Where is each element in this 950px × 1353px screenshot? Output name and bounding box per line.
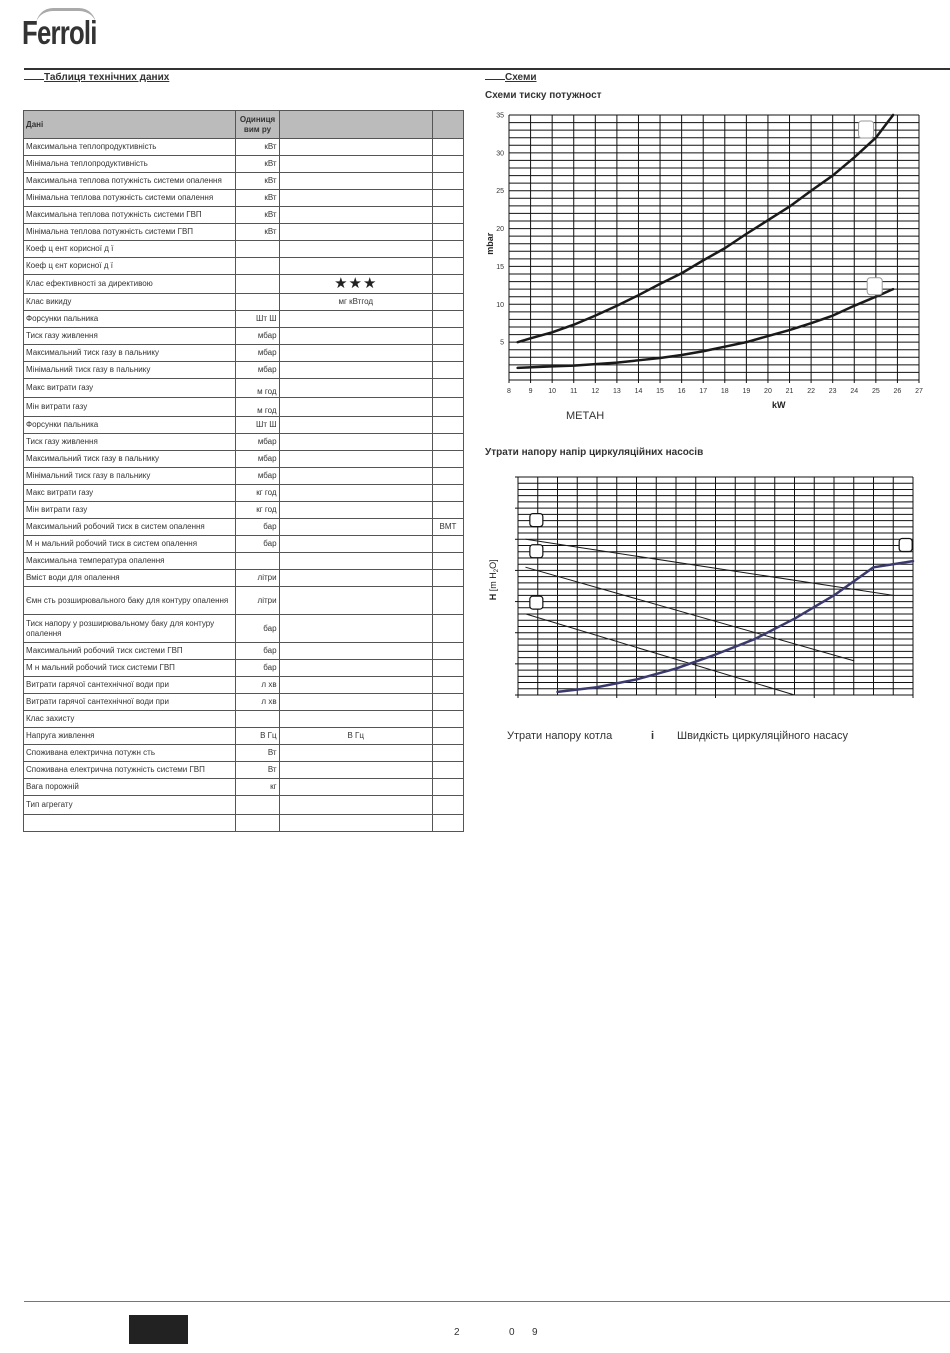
y-axis-label: mbar [485, 232, 495, 255]
table-row [24, 345, 464, 362]
table-row [24, 139, 464, 156]
x-tick-label: 8 [507, 388, 511, 395]
row-value [279, 779, 432, 796]
row-label: Мін витрати газу [24, 502, 236, 519]
row-unit [236, 294, 279, 311]
row-label: М н мальний робочий тиск в систем опалення [24, 536, 236, 553]
row-extra [432, 190, 463, 207]
row-extra [432, 241, 463, 258]
row-label: М н мальний робочий тиск системи ГВП [24, 660, 236, 677]
row-label: Витрати гарячої сантехнічної води при [24, 677, 236, 694]
row-extra [432, 711, 463, 728]
row-label [24, 815, 236, 832]
y-tick-label: 35 [496, 112, 504, 120]
x-tick-label: 17 [699, 388, 708, 395]
row-unit: кВт [236, 190, 279, 207]
row-value [279, 694, 432, 711]
series-line-pump-speed-3 [526, 539, 893, 595]
row-extra [432, 328, 463, 345]
header-value [279, 111, 432, 139]
row-value [279, 258, 432, 275]
row-value [279, 468, 432, 485]
row-extra [432, 553, 463, 570]
row-value [279, 311, 432, 328]
table-row [24, 643, 464, 660]
row-unit: м год [236, 379, 279, 398]
row-label: Тиск напору у розширювальному баку для контуру опалення [24, 615, 236, 643]
row-value [279, 553, 432, 570]
row-extra [432, 207, 463, 224]
row-label: Мінімальна теплопродуктивність [24, 156, 236, 173]
x-tick-label: 14 [634, 388, 643, 395]
row-label: Мінімальний тиск газу в пальнику [24, 468, 236, 485]
row-extra [432, 362, 463, 379]
row-label: Форсунки пальника [24, 311, 236, 328]
x-tick-label: 10 [548, 388, 557, 395]
table-row [24, 258, 464, 275]
ferroli-logo [22, 8, 117, 53]
row-value [279, 502, 432, 519]
row-extra [432, 417, 463, 434]
row-value [279, 139, 432, 156]
x-tick-label: 22 [807, 388, 816, 395]
row-unit: кВт [236, 139, 279, 156]
row-unit: мбар [236, 328, 279, 345]
boiler-loss-label-box [899, 539, 912, 552]
row-unit: літри [236, 570, 279, 587]
page-char-1: 2 [454, 1327, 460, 1338]
row-extra [432, 796, 463, 815]
row-extra [432, 434, 463, 451]
table-row [24, 745, 464, 762]
pump-head-chart [484, 470, 934, 710]
row-value [279, 615, 432, 643]
table-row [24, 553, 464, 570]
row-value [279, 362, 432, 379]
x-tick-label: 24 [850, 388, 859, 395]
table-row [24, 485, 464, 502]
row-label: Клас викиду [24, 294, 236, 311]
row-unit: кВт [236, 156, 279, 173]
row-unit: мбар [236, 434, 279, 451]
row-extra [432, 398, 463, 417]
row-label: Максимальна теплова потужність системи опалення [24, 173, 236, 190]
table-row [24, 728, 464, 745]
table-row [24, 519, 464, 536]
header-unit: Одиниця вим ру [236, 111, 279, 139]
row-unit [236, 258, 279, 275]
row-value [279, 660, 432, 677]
row-unit: м год [236, 398, 279, 417]
row-label: Максимальна теплопродуктивність [24, 139, 236, 156]
row-extra [432, 815, 463, 832]
row-label: Вміст води для опалення [24, 570, 236, 587]
row-unit: кг год [236, 502, 279, 519]
speed-label-box [530, 545, 543, 558]
row-label: Напруга живлення [24, 728, 236, 745]
row-value [279, 190, 432, 207]
row-unit: кг год [236, 485, 279, 502]
row-unit: бар [236, 536, 279, 553]
table-row [24, 536, 464, 553]
row-extra [432, 587, 463, 615]
row-unit: бар [236, 615, 279, 643]
chart1-title: Схеми тиску потужност [485, 90, 602, 101]
row-label: Клас захисту [24, 711, 236, 728]
row-unit: мбар [236, 468, 279, 485]
legend-separator: і [651, 730, 655, 742]
x-tick-label: 27 [915, 388, 923, 395]
schemes-title: Схеми [485, 72, 537, 83]
row-value: ★★★ [279, 275, 432, 294]
row-extra [432, 694, 463, 711]
row-extra [432, 502, 463, 519]
table-row [24, 328, 464, 345]
row-unit: кВт [236, 224, 279, 241]
row-label: Форсунки пальника [24, 417, 236, 434]
table-row [24, 615, 464, 643]
row-unit: мбар [236, 345, 279, 362]
row-unit: кг [236, 779, 279, 796]
table-row [24, 587, 464, 615]
row-unit: л хв [236, 677, 279, 694]
row-label: Максимальна теплова потужність системи ГВП [24, 207, 236, 224]
legend-pump-speed: Швидкість циркуляційного насасу [677, 730, 849, 742]
row-label: Максимальний робочий тиск в систем опалення [24, 519, 236, 536]
row-extra [432, 311, 463, 328]
row-label: Тиск газу живлення [24, 434, 236, 451]
row-value [279, 207, 432, 224]
row-extra [432, 468, 463, 485]
row-extra [432, 745, 463, 762]
row-extra [432, 275, 463, 294]
row-value [279, 519, 432, 536]
curve-label-box [859, 121, 874, 138]
top-divider [24, 68, 950, 70]
row-value [279, 485, 432, 502]
row-unit: л хв [236, 694, 279, 711]
row-unit [236, 553, 279, 570]
x-tick-label: 23 [828, 388, 837, 395]
x-tick-label: 11 [570, 388, 578, 395]
table-row [24, 173, 464, 190]
row-label: Мінімальна теплова потужність системи ГВП [24, 224, 236, 241]
y-tick-label: 30 [496, 150, 504, 158]
row-extra [432, 762, 463, 779]
row-label: Максимальний тиск газу в пальнику [24, 451, 236, 468]
curve-label-box [867, 278, 882, 295]
row-value [279, 345, 432, 362]
pressure-power-chart [484, 110, 934, 425]
row-extra [432, 258, 463, 275]
row-extra [432, 173, 463, 190]
row-label: Споживана електрична потужність системи ГВП [24, 762, 236, 779]
x-tick-label: 25 [871, 388, 880, 395]
table-row [24, 311, 464, 328]
row-unit: літри [236, 587, 279, 615]
row-unit: бар [236, 660, 279, 677]
row-unit: мбар [236, 451, 279, 468]
brand-name: Ferroli [22, 14, 97, 51]
row-extra [432, 485, 463, 502]
x-tick-label: 13 [612, 388, 621, 395]
speed-label-box [530, 514, 543, 527]
x-tick-label: 26 [893, 388, 902, 395]
row-value [279, 711, 432, 728]
x-tick-label: 19 [742, 388, 751, 395]
row-unit [236, 796, 279, 815]
row-unit: бар [236, 643, 279, 660]
row-value [279, 417, 432, 434]
row-unit [236, 711, 279, 728]
table-row [24, 815, 464, 832]
row-label: Коеф ц єнт корисної д ї [24, 258, 236, 275]
table-row [24, 502, 464, 519]
table-row [24, 224, 464, 241]
row-unit: Вт [236, 745, 279, 762]
row-extra [432, 615, 463, 643]
row-value [279, 224, 432, 241]
row-label: Максимальна температура опалення [24, 553, 236, 570]
table-row [24, 156, 464, 173]
row-unit: кВт [236, 207, 279, 224]
speed-label-box [530, 596, 543, 609]
table-row [24, 362, 464, 379]
x-tick-label: 16 [677, 388, 686, 395]
row-unit: бар [236, 519, 279, 536]
row-extra [432, 660, 463, 677]
chart1-caption: МЕТАН [566, 410, 605, 422]
row-extra [432, 294, 463, 311]
page-char-3: 9 [532, 1327, 538, 1338]
row-unit: кВт [236, 173, 279, 190]
row-label: Мінімальний тиск газу в пальнику [24, 362, 236, 379]
table-row [24, 275, 464, 294]
row-label: Мінімальна теплова потужність системи опалення [24, 190, 236, 207]
row-value [279, 156, 432, 173]
row-extra [432, 677, 463, 694]
table-row [24, 207, 464, 224]
row-extra [432, 224, 463, 241]
table-row [24, 294, 464, 311]
table-row [24, 762, 464, 779]
row-value: В Гц [279, 728, 432, 745]
y-tick-label: 25 [496, 188, 504, 196]
x-tick-label: 9 [528, 388, 533, 395]
table-row [24, 379, 464, 398]
row-label: Мін витрати газу [24, 398, 236, 417]
table-header-row [24, 111, 464, 139]
row-label: Макс витрати газу [24, 379, 236, 398]
row-label: Коеф ц ент корисної д ї [24, 241, 236, 258]
x-tick-label: 12 [591, 388, 600, 395]
row-extra [432, 728, 463, 745]
row-value [279, 398, 432, 417]
row-label: Максимальний тиск газу в пальнику [24, 345, 236, 362]
row-label: Ємн сть розширювального баку для контуру опалення [24, 587, 236, 615]
table-row [24, 779, 464, 796]
table-row [24, 677, 464, 694]
row-extra [432, 643, 463, 660]
table-row [24, 796, 464, 815]
row-value [279, 587, 432, 615]
row-extra [432, 139, 463, 156]
x-tick-label: 20 [764, 388, 772, 395]
row-extra: ВМТ [432, 519, 463, 536]
bottom-divider [24, 1301, 950, 1302]
table-row [24, 570, 464, 587]
row-value [279, 451, 432, 468]
table-row [24, 660, 464, 677]
row-extra [432, 345, 463, 362]
row-label: Максимальний робочий тиск системи ГВП [24, 643, 236, 660]
x-tick-label: 15 [656, 388, 664, 395]
row-value [279, 815, 432, 832]
row-unit: Вт [236, 762, 279, 779]
header-data: Дані [24, 111, 236, 139]
row-label: Витрати гарячої сантехнічної води при [24, 694, 236, 711]
row-unit: Шт Ш [236, 311, 279, 328]
tech-data-table [23, 110, 464, 832]
x-axis-label: kW [771, 400, 786, 410]
row-value: мг кВтгод [279, 294, 432, 311]
row-extra [432, 379, 463, 398]
table-row [24, 417, 464, 434]
row-unit [236, 815, 279, 832]
row-label: Макс витрати газу [24, 485, 236, 502]
row-label: Тип агрегату [24, 796, 236, 815]
row-label: Тиск газу живлення [24, 328, 236, 345]
table-row [24, 694, 464, 711]
row-extra [432, 451, 463, 468]
row-value [279, 643, 432, 660]
row-unit: мбар [236, 362, 279, 379]
table-row [24, 711, 464, 728]
y-axis-label: H [m $H_2O$] [488, 559, 500, 601]
row-label: Споживана електрична потужн сть [24, 745, 236, 762]
row-extra [432, 779, 463, 796]
page-char-2: 0 [509, 1327, 515, 1338]
tech-data-title: Таблиця технічних даних [24, 72, 169, 83]
table-row [24, 434, 464, 451]
y-tick-label: 20 [496, 226, 504, 234]
x-tick-label: 21 [785, 388, 794, 395]
row-value [279, 173, 432, 190]
table-row [24, 241, 464, 258]
row-value [279, 762, 432, 779]
y-tick-label: 5 [500, 339, 504, 347]
row-extra [432, 570, 463, 587]
table-row [24, 451, 464, 468]
table-row [24, 398, 464, 417]
row-value [279, 570, 432, 587]
row-value [279, 796, 432, 815]
row-extra [432, 536, 463, 553]
row-unit [236, 275, 279, 294]
header-extra [432, 111, 463, 139]
row-value [279, 536, 432, 553]
table-row [24, 468, 464, 485]
row-label: Вага порожній [24, 779, 236, 796]
footer-block [129, 1315, 188, 1344]
row-value [279, 379, 432, 398]
row-unit [236, 241, 279, 258]
x-tick-label: 18 [720, 388, 729, 395]
row-unit: В Гц [236, 728, 279, 745]
row-value [279, 241, 432, 258]
row-extra [432, 156, 463, 173]
row-value [279, 328, 432, 345]
chart2-title: Утрати напору напір циркуляційних насосів [485, 447, 704, 458]
y-tick-label: 10 [496, 301, 504, 309]
row-label: Клас ефективності за директивою [24, 275, 236, 294]
table-row [24, 190, 464, 207]
row-unit: Шт Ш [236, 417, 279, 434]
y-tick-label: 15 [496, 263, 504, 271]
row-value [279, 677, 432, 694]
row-value [279, 434, 432, 451]
legend-boiler-loss: Утрати напору котла [507, 730, 613, 742]
row-value [279, 745, 432, 762]
